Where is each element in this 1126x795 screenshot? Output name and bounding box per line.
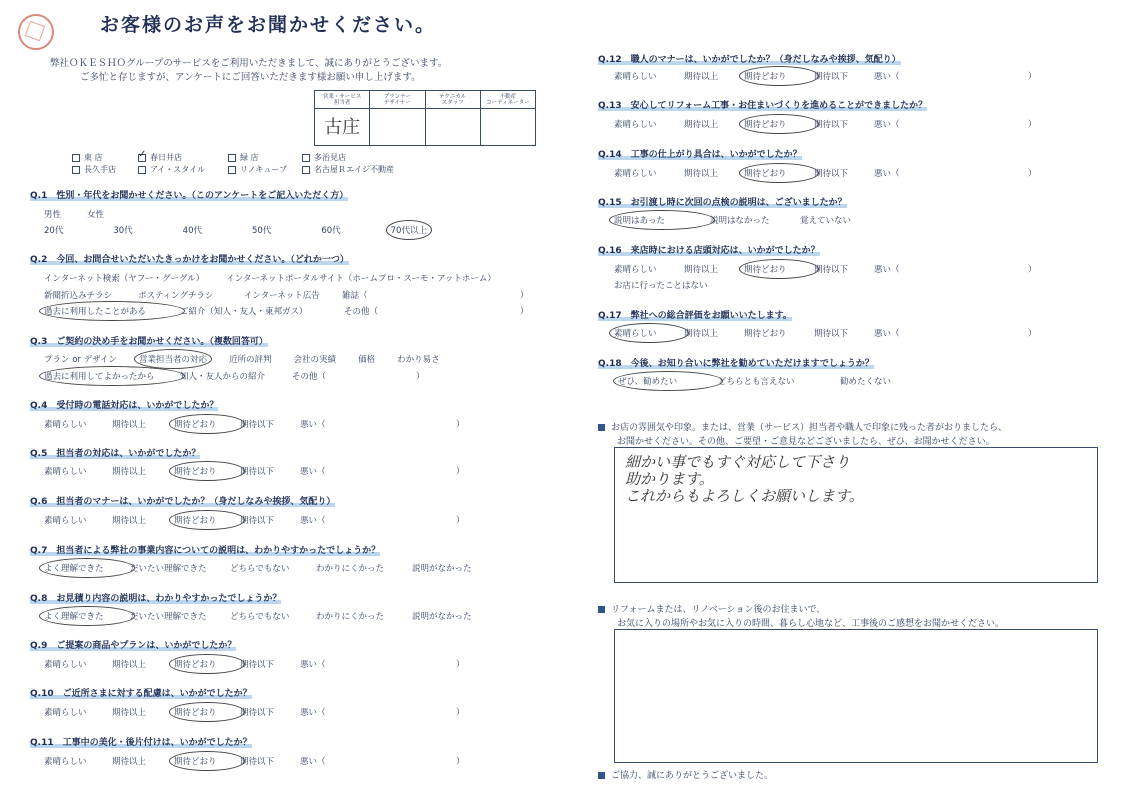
option[interactable]: だいたい理解できた xyxy=(130,612,207,622)
option[interactable]: 悪い（ xyxy=(300,516,326,526)
option-selected[interactable]: 説明はあった xyxy=(614,214,710,226)
store-option[interactable]: 多治見店 xyxy=(302,152,346,163)
option[interactable]: 50代 xyxy=(251,226,272,236)
paren-close: ） xyxy=(456,660,465,670)
q16-options xyxy=(614,263,1037,275)
staff-table xyxy=(314,90,536,146)
option[interactable]: 悪い（ xyxy=(874,72,900,82)
option[interactable]: 期待以下 xyxy=(814,120,849,130)
option[interactable]: だいたい理解できた xyxy=(130,564,207,574)
question-4: Q.4 受付時の電話対応は、いかがでしたか？ xyxy=(30,401,219,411)
handwritten-comment: 細かい事でもすぐ対応して下さり 助かります。 これからもよろしくお願いします。 xyxy=(625,453,864,505)
option[interactable]: インターネット検索（ヤフー・グーグル） xyxy=(44,274,205,284)
option-selected[interactable]: 期待どおり xyxy=(744,118,814,130)
comment-section-1-label-2: お聞かせください。その他、ご要望・ご意見などございましたら、ぜひ、お聞かせください。 xyxy=(617,437,995,447)
paren-close: ） xyxy=(520,291,529,301)
option[interactable]: どちらでもない xyxy=(230,612,290,622)
q10-options xyxy=(44,706,465,718)
option[interactable]: 素晴らしい xyxy=(44,660,87,670)
q7-options xyxy=(44,562,472,574)
staff-technical-name[interactable] xyxy=(426,109,480,145)
store-option[interactable]: ✓ 春日井店 xyxy=(138,152,182,163)
option[interactable]: 新聞折込みチラシ xyxy=(44,291,113,301)
option[interactable]: その他（ xyxy=(344,307,379,317)
paren-close: ） xyxy=(456,757,465,767)
option[interactable]: 素晴らしい xyxy=(614,120,657,130)
q4-options xyxy=(44,418,465,430)
q12-options xyxy=(614,70,1037,82)
option[interactable]: 悪い（ xyxy=(300,708,326,718)
section-marker-icon xyxy=(598,606,605,613)
option[interactable]: 近所の評判 xyxy=(229,355,272,365)
question-15: Q.15 お引渡し時に次回の点検の説明は、ございましたか？ xyxy=(598,198,847,208)
paren-close: ） xyxy=(1028,120,1037,130)
paren-close: ） xyxy=(520,307,529,317)
paren-close: ） xyxy=(416,372,425,382)
option[interactable]: 期待以下 xyxy=(814,329,849,339)
option-selected[interactable]: 70代以上 xyxy=(390,226,427,236)
option[interactable]: 素晴らしい xyxy=(44,757,87,767)
comment-section-2-label-1: リフォームまたは、リノベーション後のお住まいで、 xyxy=(598,602,825,615)
option[interactable]: 期待以下 xyxy=(240,516,275,526)
thanks-message: ご協力、誠にありがとうございました。 xyxy=(598,768,773,781)
staff-sales-name[interactable]: 古庄 xyxy=(324,117,361,138)
option[interactable]: 60代 xyxy=(321,226,341,236)
option-selected[interactable]: よく理解できた xyxy=(44,562,130,574)
question-9: Q.9 ご提案の商品やプランは、いかがでしたか？ xyxy=(30,641,237,651)
option[interactable]: 期待以下 xyxy=(814,72,849,82)
q2-row-3 xyxy=(44,305,529,317)
store-option[interactable]: 東 店 xyxy=(72,152,103,163)
store-option[interactable]: アイ・スタイル xyxy=(138,164,205,175)
option[interactable]: 悪い（ xyxy=(874,329,900,339)
intro-line-1: 弊社ＯＫＥＳＨＯグループのサービスをご利用いただきまして、誠にありがとうございます。 xyxy=(50,58,448,69)
question-14: Q.14 工事の仕上がり具合は、いかがでしたか？ xyxy=(598,150,802,160)
question-11: Q.11 工事中の美化・後片付けは、いかがでしたか？ xyxy=(30,738,252,748)
option[interactable]: 期待以下 xyxy=(814,265,849,275)
question-5: Q.5 担当者の対応は、いかがでしたか？ xyxy=(30,449,201,459)
q11-options xyxy=(44,755,465,767)
option[interactable]: 期待以上 xyxy=(684,265,719,275)
store-option[interactable]: リノキューブ xyxy=(228,164,287,175)
option-selected[interactable]: 素晴らしい xyxy=(614,327,684,339)
option[interactable]: 素晴らしい xyxy=(614,169,657,179)
option[interactable]: 期待以上 xyxy=(112,660,147,670)
q9-options xyxy=(44,658,465,670)
option[interactable]: ご紹介（知人・友人・東邦ガス） xyxy=(180,307,308,317)
question-12: Q.12 職人のマナーは、いかがでしたか？（身だしなみや挨拶、気配り） xyxy=(598,55,901,65)
question-3: Q.3 ご契約の決め手をお聞かせください。（複数回答可） xyxy=(30,337,268,347)
option-selected[interactable]: 過去に利用したことがある xyxy=(44,305,180,317)
option[interactable]: 期待以下 xyxy=(240,708,275,718)
q16-extra-option[interactable]: お店に行ったことはない xyxy=(614,281,708,291)
option[interactable]: プラン or デザイン xyxy=(44,355,118,365)
store-option[interactable]: 名古屋Ｒエイジ不動産 xyxy=(302,164,394,175)
question-13: Q.13 安心してリフォーム工事・お住まいづくりを進めることができましたか？ xyxy=(598,101,928,111)
option[interactable]: 悪い（ xyxy=(300,467,326,477)
staff-header-realestate: 不動産 コーディネーター xyxy=(481,91,535,109)
option[interactable]: わかりにくかった xyxy=(316,612,385,622)
comment-section-1-label-1: お店の雰囲気や印象。または、営業（サービス）担当者や職人で印象に残った者がおりましたら、 xyxy=(598,420,1007,433)
option[interactable]: 悪い（ xyxy=(874,169,900,179)
store-option[interactable]: 緑 店 xyxy=(228,152,259,163)
checkbox-icon xyxy=(72,166,80,174)
option[interactable]: 女性 xyxy=(87,210,105,220)
option[interactable]: 男性 xyxy=(44,210,62,220)
q6-options xyxy=(44,514,465,526)
option-selected[interactable]: よく理解できた xyxy=(44,610,130,622)
option[interactable]: 40代 xyxy=(182,226,202,236)
option[interactable]: 素晴らしい xyxy=(44,467,87,477)
option[interactable]: 期待以上 xyxy=(112,467,147,477)
section-marker-icon xyxy=(598,772,605,779)
question-6: Q.6 担当者のマナーは、いかがでしたか？（身だしなみや挨拶、気配り） xyxy=(30,497,336,507)
option[interactable]: 期待以下 xyxy=(240,660,275,670)
option-selected[interactable]: 期待どおり xyxy=(174,755,240,767)
option[interactable]: 素晴らしい xyxy=(44,708,87,718)
question-17: Q.17 弊社への総合評価をお願いいたします。 xyxy=(598,311,792,321)
staff-realestate-name[interactable] xyxy=(481,109,535,145)
option[interactable]: 20代 xyxy=(44,226,64,236)
option[interactable]: その他（ xyxy=(292,372,327,382)
comment-box-1[interactable] xyxy=(614,447,1098,583)
option[interactable]: 会社の実績 xyxy=(293,355,337,365)
checkbox-icon xyxy=(302,154,310,162)
option-selected[interactable]: 期待どおり xyxy=(174,418,240,430)
store-option[interactable]: 長久手店 xyxy=(72,164,116,175)
option[interactable]: ポスティングチラシ xyxy=(138,291,214,301)
option-selected[interactable]: 期待どおり xyxy=(744,70,814,82)
q1-gender-options xyxy=(44,208,104,220)
question-8: Q.8 お見積り内容の説明は、わかりやすかったでしょうか？ xyxy=(30,594,282,604)
option-selected[interactable]: 期待どおり xyxy=(174,465,240,477)
paren-close: ） xyxy=(1028,265,1037,275)
paren-close: ） xyxy=(456,420,465,430)
question-10: Q.10 ご近所さまに対する配慮は、いかがでしたか？ xyxy=(30,689,252,699)
option[interactable]: 期待以上 xyxy=(112,516,147,526)
section-marker-icon xyxy=(598,424,605,431)
option[interactable]: 素晴らしい xyxy=(44,420,87,430)
option[interactable]: 期待以上 xyxy=(684,120,719,130)
option[interactable]: 悪い（ xyxy=(300,757,326,767)
option-selected[interactable]: 期待どおり xyxy=(174,706,240,718)
option[interactable]: 価格 xyxy=(358,355,376,365)
q1-age-options xyxy=(44,224,427,236)
paren-close: ） xyxy=(1028,169,1037,179)
option-selected[interactable]: 過去に利用してよかったから xyxy=(44,370,180,382)
option[interactable]: 説明がなかった xyxy=(412,612,472,622)
question-18: Q.18 今後、お知り合いに弊社を勧めていただけますでしょうか？ xyxy=(598,359,874,369)
option-selected[interactable]: 営業担当者の対応 xyxy=(139,355,208,365)
q5-options xyxy=(44,465,465,477)
option[interactable]: インターネット広告 xyxy=(244,291,320,301)
paren-close: ） xyxy=(456,516,465,526)
q3-row-1 xyxy=(44,353,440,365)
company-seal-stamp xyxy=(18,14,54,50)
option[interactable]: わかりにくかった xyxy=(316,564,385,574)
paren-close: ） xyxy=(456,708,465,718)
option[interactable]: 覚えていない xyxy=(800,216,852,226)
staff-header-planner: プランナー デザイナー xyxy=(370,91,424,109)
option[interactable]: 悪い（ xyxy=(300,420,326,430)
option-selected[interactable]: 期待どおり xyxy=(174,514,240,526)
option[interactable]: 素晴らしい xyxy=(614,265,657,275)
intro-line-2: ご多忙と存じますが、アンケートにご回答いただきます様お願い申し上げます。 xyxy=(80,72,421,83)
q3-row-2 xyxy=(44,370,425,382)
option[interactable]: 期待以上 xyxy=(684,329,719,339)
option[interactable]: わかり易さ xyxy=(397,355,440,365)
option[interactable]: 期待以下 xyxy=(240,757,275,767)
option[interactable]: 雑誌（ xyxy=(342,291,368,301)
option[interactable]: インターネットポータルサイト（ホームプロ・スーモ・アットホーム） xyxy=(226,274,496,284)
q15-options xyxy=(614,214,851,226)
paren-close: ） xyxy=(456,467,465,477)
option[interactable]: 悪い（ xyxy=(874,265,900,275)
option[interactable]: 期待以上 xyxy=(112,420,147,430)
option[interactable]: 期待以上 xyxy=(684,72,719,82)
checkbox-icon xyxy=(72,154,80,162)
option[interactable]: 期待以上 xyxy=(112,757,147,767)
checkbox-checked-icon xyxy=(138,154,146,162)
option-selected[interactable]: 期待どおり xyxy=(174,658,240,670)
page-title: お客様のお声をお聞かせください。 xyxy=(100,14,437,36)
option[interactable]: 悪い（ xyxy=(874,120,900,130)
option[interactable]: どちらでもない xyxy=(230,564,290,574)
q8-options xyxy=(44,610,472,622)
q2-row-2 xyxy=(44,289,529,301)
option[interactable]: 期待以下 xyxy=(240,420,275,430)
q18-options xyxy=(618,375,891,387)
option[interactable]: 期待以下 xyxy=(240,467,275,477)
option[interactable]: どちらとも言えない xyxy=(718,377,795,387)
option[interactable]: 素晴らしい xyxy=(44,516,87,526)
checkbox-icon xyxy=(228,154,236,162)
option[interactable]: 期待以下 xyxy=(814,169,849,179)
question-7: Q.7 担当者による弊社の事業内容についての説明は、わかりやすかったでしょうか？ xyxy=(30,546,381,556)
option[interactable]: 悪い（ xyxy=(300,660,326,670)
q17-options xyxy=(614,327,1037,339)
question-16: Q.16 来店時における店頭対応は、いかがでしたか？ xyxy=(598,246,820,256)
option-selected[interactable]: 期待どおり xyxy=(744,263,814,275)
option[interactable]: 期待以上 xyxy=(112,708,147,718)
staff-header-technical: テクニカル スタッフ xyxy=(426,91,480,109)
option[interactable]: 説明はなかった xyxy=(710,216,770,226)
comment-box-2[interactable] xyxy=(614,629,1098,763)
option[interactable]: 期待以上 xyxy=(684,169,719,179)
option[interactable]: 30代 xyxy=(113,226,133,236)
option[interactable]: 知人・友人からの紹介 xyxy=(180,372,266,382)
option-selected[interactable]: 期待どおり xyxy=(744,167,814,179)
paren-close: ） xyxy=(1028,329,1037,339)
q13-options xyxy=(614,118,1037,130)
staff-planner-name[interactable] xyxy=(370,109,424,145)
checkbox-icon xyxy=(228,166,236,174)
question-1: Q.1 性別・年代をお聞かせください。（このアンケートをご記入いただく方） xyxy=(30,191,349,201)
comment-section-2-label-2: お気に入りの場所やお気に入りの時間、暮らし心地など、工事後のご感想をお聞かせください。 xyxy=(617,619,1005,629)
q14-options xyxy=(614,167,1037,179)
paren-close: ） xyxy=(1028,72,1037,82)
question-2: Q.2 今回、お問合せいただいたきっかけをお聞かせください。（どれか一つ） xyxy=(30,255,349,265)
checkbox-icon xyxy=(302,166,310,174)
option[interactable]: 期待どおり xyxy=(744,329,787,339)
checkbox-icon xyxy=(138,166,146,174)
option-selected[interactable]: ぜひ、勧めたい xyxy=(618,375,718,387)
q2-row-1 xyxy=(44,272,496,284)
option[interactable]: 勧めたくない xyxy=(840,377,892,387)
option[interactable]: 説明がなかった xyxy=(412,564,472,574)
option[interactable]: 素晴らしい xyxy=(614,72,657,82)
staff-header-sales: 営業・サービス 担当者 xyxy=(315,91,369,109)
